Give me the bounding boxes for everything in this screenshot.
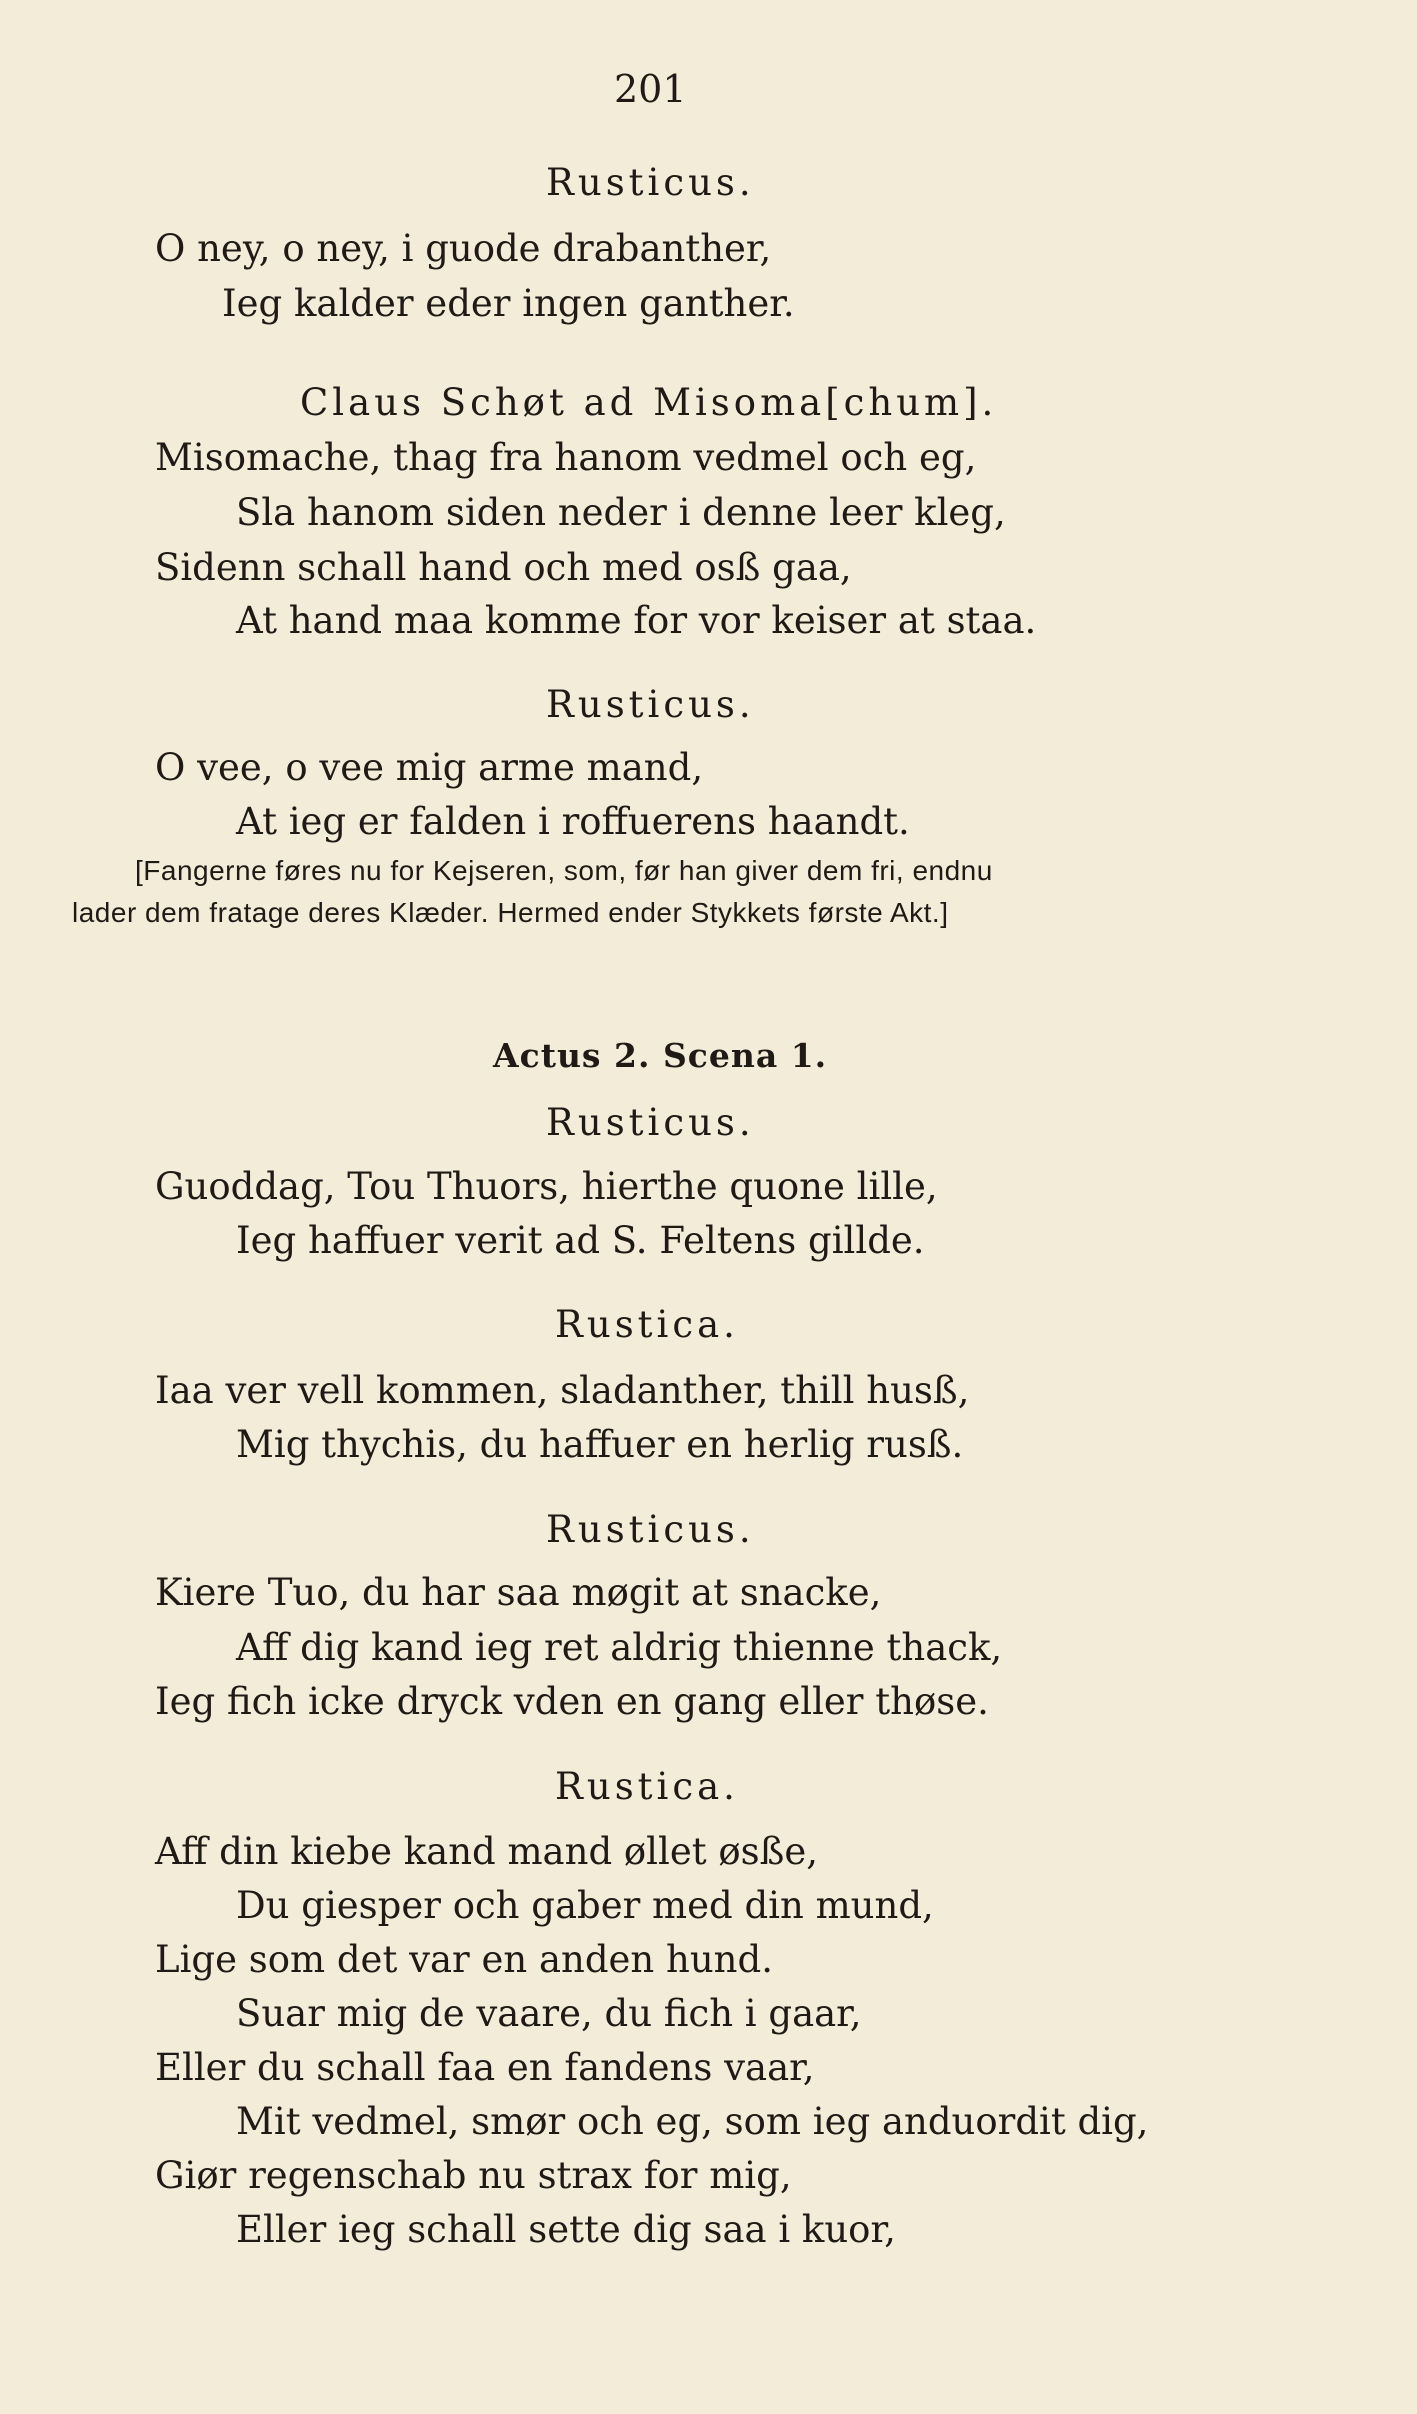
speaker-heading: Rustica. <box>555 1303 739 1346</box>
verse-line: Ieg haffuer verit ad S. Feltens gillde. <box>236 1219 925 1262</box>
verse-line: Kiere Tuo, du har saa møgit at snacke, <box>155 1571 882 1614</box>
verse-line: Lige som det var en anden hund. <box>155 1938 773 1981</box>
verse-line: Aff dig kand ieg ret aldrig thienne thack, <box>236 1626 1003 1669</box>
verse-line: O vee, o vee mig arme mand, <box>155 746 704 789</box>
speaker-heading: Rusticus. <box>546 161 755 204</box>
verse-line: Giør regenschab nu strax for mig, <box>155 2154 792 2197</box>
speaker-heading: Rusticus. <box>546 1101 755 1144</box>
verse-line: Iaa ver vell kommen, sladanther, thill husß, <box>155 1369 970 1412</box>
verse-line: Guoddag, Tou Thuors, hierthe quone lille, <box>155 1165 938 1208</box>
verse-line: Ieg fich icke dryck vden en gang eller thøse. <box>155 1680 989 1723</box>
verse-line: O ney, o ney, i guode drabanther, <box>155 227 772 270</box>
verse-line: Du giesper och gaber med din mund, <box>236 1884 934 1927</box>
stage-direction: [Fangerne føres nu for Kejseren, som, før han giver dem fri, endnu <box>135 855 993 886</box>
verse-line: Suar mig de vaare, du fich i gaar, <box>236 1992 862 2035</box>
verse-line: Mit vedmel, smør och eg, som ieg anduordit dig, <box>236 2100 1149 2143</box>
verse-line: Aff din kiebe kand mand øllet øsße, <box>155 1830 819 1873</box>
verse-line: At ieg er falden i roffuerens haandt. <box>236 800 910 843</box>
speaker-heading: Rusticus. <box>546 1508 755 1551</box>
page-number: 201 <box>614 67 687 111</box>
verse-line: At hand maa komme for vor keiser at staa. <box>236 599 1037 642</box>
verse-line: Misomache, thag fra hanom vedmel och eg, <box>155 436 977 479</box>
speaker-heading: Rusticus. <box>546 683 755 726</box>
act-scene-heading: Actus 2. Scena 1. <box>493 1036 828 1075</box>
verse-line: Eller ieg schall sette dig saa i kuor, <box>236 2208 896 2251</box>
speaker-heading: Claus Schøt ad Misoma[chum]. <box>300 381 998 424</box>
stage-direction: lader dem fratage deres Klæder. Hermed ender Stykkets første Akt.] <box>72 897 949 928</box>
verse-line: Ieg kalder eder ingen ganther. <box>222 282 795 325</box>
verse-line: Eller du schall faa en fandens vaar, <box>155 2046 815 2089</box>
verse-line: Sidenn schall hand och med osß gaa, <box>155 546 852 589</box>
verse-line: Mig thychis, du haffuer en herlig rusß. <box>236 1423 964 1466</box>
verse-line: Sla hanom siden neder i denne leer kleg, <box>236 491 1006 534</box>
speaker-heading: Rustica. <box>555 1765 739 1808</box>
